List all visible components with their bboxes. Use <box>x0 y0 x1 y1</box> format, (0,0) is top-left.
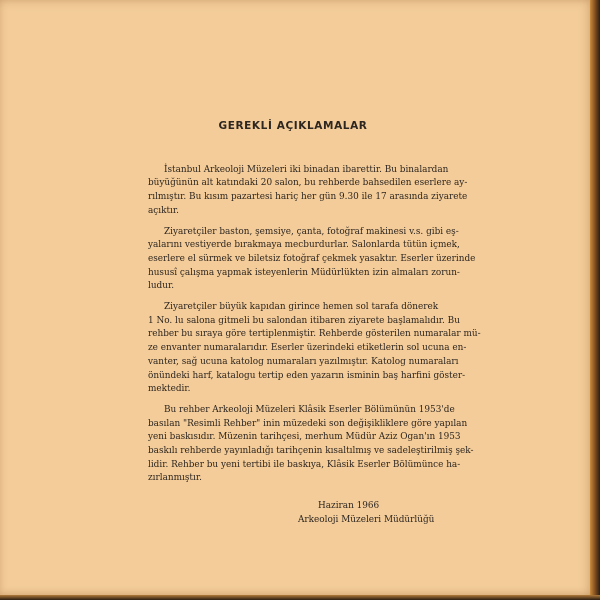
text-line: Ziyaretçiler büyük kapıdan girince hemen sol tarafa dönerek <box>164 302 439 313</box>
text-line: zırlanmıştır. <box>148 473 202 484</box>
book-spine-edge <box>590 0 600 600</box>
text-line: rılmıştır. Bu kısım pazartesi hariç her gün 9.30 ile 17 arasında ziyarete <box>148 192 468 203</box>
text-line: Bu rehber Arkeoloji Müzeleri Klâsik Eserler Bölümünün 1953'de <box>164 404 455 415</box>
text-line: baskılı rehberde yayınladığı tarihçenin kısaltılmış ve sadeleştirilmiş şek- <box>148 446 474 457</box>
page-bottom-edge <box>0 595 600 600</box>
paragraph-2 <box>148 226 476 295</box>
text-line: önündeki harf, katalogu tertip eden yazarın isminin baş harfini göster- <box>148 370 466 381</box>
signature-block <box>148 500 438 527</box>
signature-organization: Arkeoloji Müzeleri Müdürlüğü <box>298 514 435 525</box>
text-line: vanter, sağ ucuna katolog numaraları yazılmıştır. Katolog numaraları <box>148 356 459 367</box>
text-line: açıktır. <box>148 205 179 216</box>
page-title: GEREKLİ AÇIKLAMALAR <box>218 120 368 132</box>
text-line: 1 No. lu salona gitmeli bu salondan itibaren ziyarete başlamalıdır. Bu <box>148 315 460 326</box>
text-line: yeni baskısıdır. Müzenin tarihçesi, merhum Müdür Aziz Ogan'ın 1953 <box>148 432 461 443</box>
paragraph-4 <box>148 404 474 486</box>
text-line: ludur. <box>148 281 175 292</box>
text-line: rehber bu sıraya göre tertiplenmiştir. Rehberde gösterilen numaralar mü- <box>148 329 481 340</box>
text-line: büyüğünün alt katındaki 20 salon, bu rehberde bahsedilen eserlere ay- <box>148 178 468 189</box>
text-line: Ziyaretçiler baston, şemsiye, çanta, fotoğraf makinesi v.s. gibi eş- <box>164 226 459 237</box>
text-line: basılan "Resimli Rehber" inin müzedeki son değişikliklere göre yapılan <box>148 418 468 429</box>
text-line: mektedir. <box>148 384 191 395</box>
signature-date: Haziran 1966 <box>318 501 380 512</box>
page-content <box>148 120 481 528</box>
text-line: yalarını vestiyerde bırakmaya mecburdurlar. Salonlarda tütün içmek, <box>148 240 460 251</box>
paragraph-1 <box>148 164 468 219</box>
text-line: ze envanter numaralarıdır. Eserler üzerindeki etiketlerin sol ucuna en- <box>148 343 467 354</box>
paragraph-3 <box>148 301 481 397</box>
text-line: eserlere el sürmek ve biletsiz fotoğraf çekmek yasaktır. Eserler üzerinde <box>148 253 476 264</box>
text-line: İstanbul Arkeoloji Müzeleri iki binadan ibarettir. Bu binalardan <box>164 164 449 175</box>
text-line: hususî çalışma yapmak isteyenlerin Müdürlükten izin almaları zorun- <box>148 267 460 278</box>
text-line: lidir. Rehber bu yeni tertibi ile baskıya, Klâsik Eserler Bölümünce ha- <box>148 459 461 470</box>
